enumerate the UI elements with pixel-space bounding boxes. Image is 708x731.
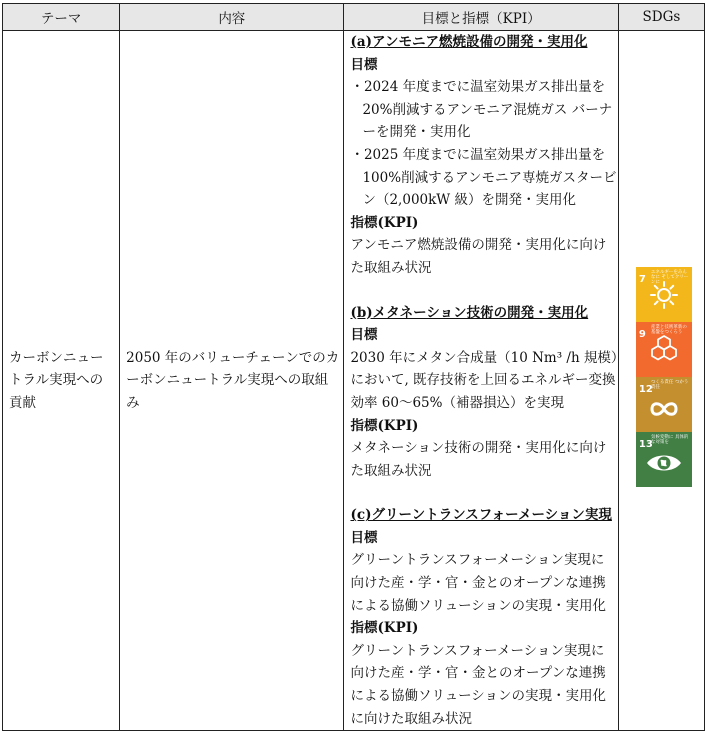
section-c-target-label: 目標 — [350, 529, 378, 546]
section-b-kpi: メタネーション技術の開発・実用化に向けた取組み状況 — [350, 440, 607, 479]
section-spacer — [350, 280, 617, 302]
sdg-number: 12 — [638, 383, 653, 395]
section-spacer — [350, 482, 617, 504]
theme-cell: カーボンニュートラル実現への貢献 — [3, 31, 120, 731]
sdg-title: エネルギーをみんなに そしてクリーンに — [650, 269, 689, 285]
eye-globe-icon — [636, 451, 692, 483]
kpi-cell — [344, 31, 618, 731]
sdg-number: 7 — [638, 273, 646, 285]
header-row — [3, 4, 705, 31]
section-b-target-1: 2030 年にメタン合成量（10 Nm³ /h 規模）において, 既存技術を上回るエネルギー変換効率 60～65%（補器損込）を実現 — [350, 349, 618, 411]
section-b-kpi-label: 指標(KPI) — [350, 417, 419, 434]
section-b-title: (b)メタネーション技術の開発・実用化 — [350, 304, 589, 321]
sdg-title: 気候変動に 具体的な対策を — [650, 434, 689, 445]
sdg-number: 9 — [638, 328, 646, 340]
header-kpi: 目標と指標（KPI） — [344, 4, 618, 31]
section-c-title: (c)グリーントランスフォーメーション実現 — [350, 507, 612, 524]
section-a-target-2: ・2025 年度までに温室効果ガス排出量を 100%削減するアンモニア専焼ガスタービン（2,000kW 級）を開発・実用化 — [350, 146, 617, 209]
header-theme: テーマ — [3, 4, 120, 31]
sdg-icon-stack — [636, 267, 692, 487]
section-c-kpi-label: 指標(KPI) — [350, 620, 419, 637]
section-a-target-label: 目標 — [350, 56, 378, 73]
section-a-target-1: ・2024 年度までに温室効果ガス排出量を 20%削減するアンモニア混焼ガス バーナーを開発・実用化 — [350, 79, 613, 141]
sdg-goal-13 — [636, 432, 692, 487]
infinity-icon — [636, 398, 692, 428]
section-a-kpi-label: 指標(KPI) — [350, 214, 419, 231]
content-cell: 2050 年のバリューチェーンでのカーボンニュートラル実現への取組み — [120, 31, 344, 731]
section-b-target-label: 目標 — [350, 327, 378, 344]
section-c-target-1: グリーントランスフォーメーション実現に向けた産・学・官・金とのオープンな連携による協働ソリューションの実現・実用化 — [350, 552, 607, 614]
sdg-goal-12 — [636, 377, 692, 432]
sdg-title: 産業と技術革新の 基盤をつくろう — [650, 324, 687, 335]
sustainability-table — [2, 3, 705, 731]
sdg-goal-7 — [636, 267, 692, 322]
section-a-title: (a)アンモニア燃焼設備の開発・実用化 — [350, 34, 588, 50]
sdg-number: 13 — [638, 438, 653, 450]
sdgs-cell — [618, 31, 704, 731]
section-c-kpi: グリーントランスフォーメーション実現に向けた産・学・官・金とのオープンな連携による協働ソリューションの実現・実用化に向けた取組み状況 — [350, 642, 607, 727]
header-sdgs: SDGs — [618, 4, 704, 31]
sdg-goal-9 — [636, 322, 692, 377]
table-row — [3, 31, 705, 731]
sun-icon — [636, 280, 692, 318]
cubes-icon — [636, 333, 692, 373]
sdg-title: つくる責任 つかう責任 — [650, 379, 689, 390]
section-a-kpi: アンモニア燃焼設備の開発・実用化に向けた取組み状況 — [350, 237, 607, 276]
header-content: 内容 — [120, 4, 344, 31]
